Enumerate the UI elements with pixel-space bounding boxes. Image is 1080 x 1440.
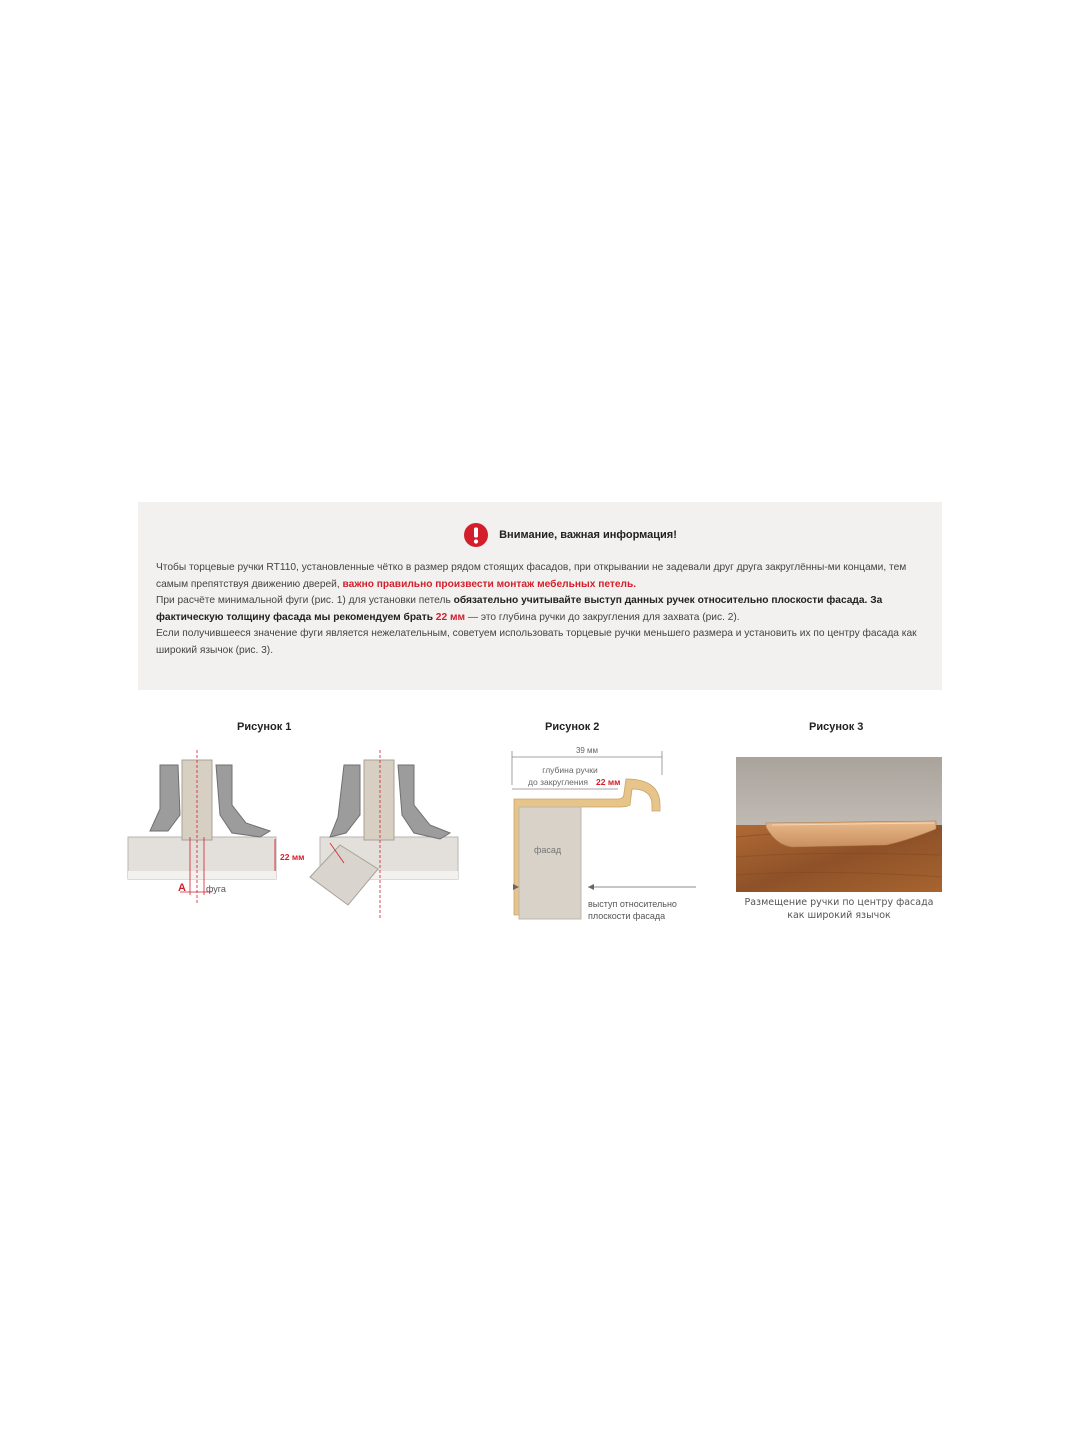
- figure-3-caption: [736, 896, 942, 922]
- label-fuga: фуга: [206, 884, 226, 894]
- notice-paragraph-1: [156, 560, 924, 593]
- hinge-left: [128, 750, 276, 905]
- warning-icon: [463, 522, 489, 548]
- notice-title: Внимание, важная информация!: [499, 529, 677, 541]
- figure-3-photo: [736, 757, 942, 892]
- label-facade: фасад: [534, 845, 562, 855]
- label-depth-line1: глубина ручки: [542, 765, 598, 775]
- notice-panel: [138, 502, 942, 690]
- notice-highlight: важно правильно произвести монтаж мебельных петель: [342, 578, 634, 590]
- notice-text: При расчёте минимальной фуги (рис. 1) для установки петель: [156, 595, 454, 606]
- notice-header: [216, 522, 924, 548]
- hinge-right: [310, 750, 458, 920]
- label-depth-line2: до закругления: [528, 777, 588, 787]
- notice-text: — это глубина ручки до закругления для захвата (рис. 2).: [465, 611, 740, 623]
- notice-bold: обязательно учитывайте выступ данных ручек относительно плоскости фасада. За фактическую толщину фасада мы рекомендуем брать: [156, 595, 883, 623]
- figure-2-title: Рисунок 2: [545, 721, 600, 733]
- figure-3-title: Рисунок 3: [809, 721, 864, 733]
- label-39mm: 39 мм: [575, 746, 599, 755]
- figure-1-title: Рисунок 1: [237, 721, 292, 733]
- notice-highlight: 22 мм: [435, 611, 466, 623]
- figure-3-caption-line2: как широкий язычок: [787, 910, 891, 921]
- figure-3-caption-line1: Размещение ручки по центру фасада: [744, 897, 934, 908]
- label-protrusion-line2: плоскости фасада: [588, 911, 666, 921]
- label-22mm-fig2: 22 мм: [596, 777, 621, 787]
- notice-text: .: [633, 578, 637, 590]
- label-a: A: [178, 882, 186, 894]
- notice-text: Чтобы торцевые ручки RT110, установленные чётко в размер рядом стоящих фасадов, при открывании не задевали друг друга закруглённы-ми концами, тем самым препятствуя движению дверей,: [156, 562, 907, 590]
- label-protrusion-line1: выступ относительно: [588, 899, 677, 909]
- figure-1-hinge-diagram: [120, 745, 470, 940]
- notice-paragraph-3: Если получившееся значение фуги является нежелательным, советуем использовать торцевые ручки меньшего размера и установить их по центру фасада как широкий язычок (рис. 3).: [156, 628, 917, 656]
- figure-2-handle-profile: [500, 745, 710, 925]
- label-22mm-fig1: 22 мм: [280, 852, 305, 862]
- notice-paragraph-2: [156, 593, 924, 626]
